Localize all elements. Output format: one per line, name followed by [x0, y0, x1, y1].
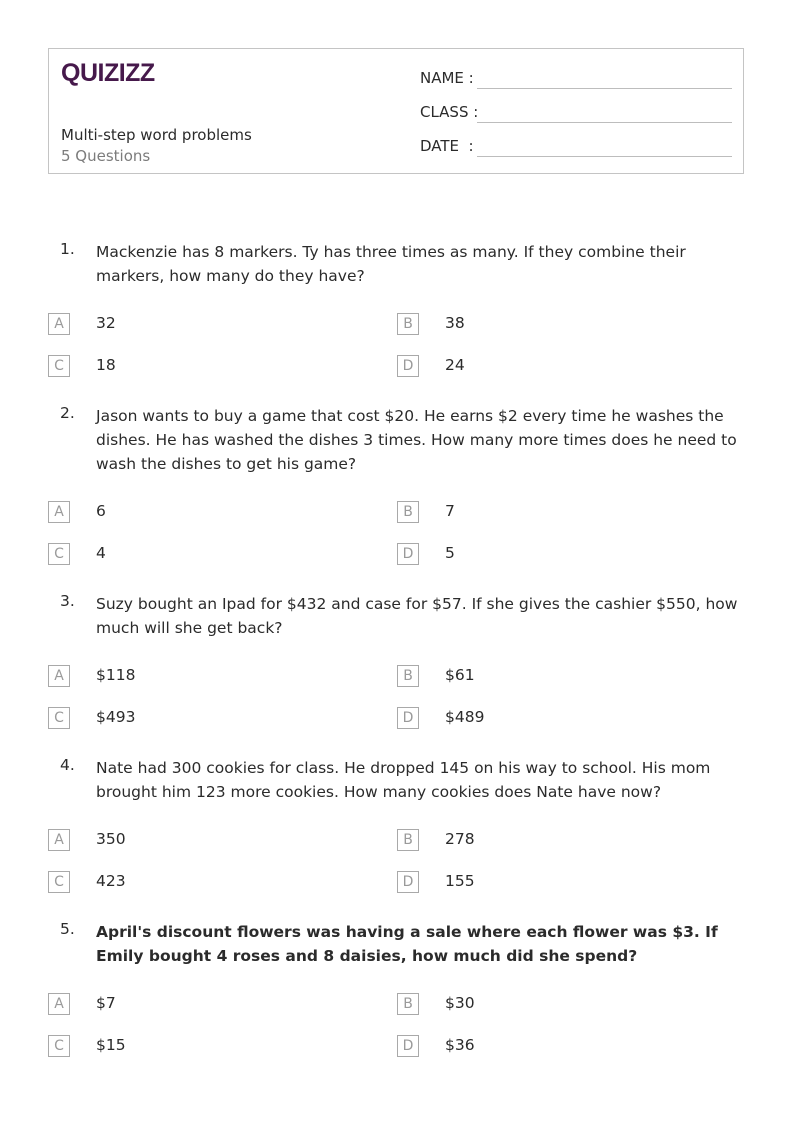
option-text: 7	[445, 502, 455, 520]
name-line	[477, 88, 732, 89]
question-number: 4.	[60, 756, 75, 774]
option-text: $30	[445, 994, 475, 1012]
question-number: 5.	[60, 920, 75, 938]
question-text: April's discount flowers was having a sale where each flower was $3. If Emily bought 4 roses and 8 daisies, how much did she spend?	[96, 923, 718, 965]
option-text: 32	[96, 314, 116, 332]
option-text: 6	[96, 502, 106, 520]
question-number: 2.	[60, 404, 75, 422]
option-letter: D	[397, 1035, 419, 1057]
option-letter: C	[48, 1035, 70, 1057]
option-text: $493	[96, 708, 136, 726]
option-letter: D	[397, 543, 419, 565]
option-text: $7	[96, 994, 116, 1012]
option-text: 155	[445, 872, 475, 890]
question-number: 3.	[60, 592, 75, 610]
option-text: 5	[445, 544, 455, 562]
option-letter: B	[397, 501, 419, 523]
worksheet-title: Multi-step word problems	[61, 126, 252, 144]
option-letter: B	[397, 313, 419, 335]
option-text: $118	[96, 666, 136, 684]
worksheet-header	[48, 48, 744, 174]
option-letter: A	[48, 829, 70, 851]
option-letter: A	[48, 501, 70, 523]
option-text: 4	[96, 544, 106, 562]
question-text: Nate had 300 cookies for class. He dropped 145 on his way to school. His mom brought him 123 more cookies. How many cookies does Nate have now?	[96, 759, 711, 801]
option-text: 423	[96, 872, 126, 890]
option-text: $489	[445, 708, 485, 726]
question-text: Suzy bought an Ipad for $432 and case for $57. If she gives the cashier $550, how much will she get back?	[96, 595, 738, 637]
option-text: 18	[96, 356, 116, 374]
option-letter: D	[397, 871, 419, 893]
option-letter: A	[48, 665, 70, 687]
quizizz-logo: QUIZIZZ	[61, 59, 155, 87]
option-text: 38	[445, 314, 465, 332]
class-line	[477, 122, 732, 123]
option-letter: A	[48, 313, 70, 335]
option-letter: D	[397, 355, 419, 377]
option-letter: B	[397, 665, 419, 687]
option-letter: C	[48, 355, 70, 377]
option-letter: A	[48, 993, 70, 1015]
question-number: 1.	[60, 240, 75, 258]
option-text: 24	[445, 356, 465, 374]
question-count: 5 Questions	[61, 147, 151, 165]
option-text: 350	[96, 830, 126, 848]
question-text: Mackenzie has 8 markers. Ty has three times as many. If they combine their markers, how many do they have?	[96, 243, 686, 285]
option-text: $36	[445, 1036, 475, 1054]
option-text: $15	[96, 1036, 126, 1054]
option-letter: D	[397, 707, 419, 729]
name-label: NAME :	[420, 69, 474, 87]
option-text: $61	[445, 666, 475, 684]
date-label: DATE :	[420, 137, 474, 155]
option-letter: C	[48, 871, 70, 893]
option-letter: B	[397, 993, 419, 1015]
class-label: CLASS :	[420, 103, 479, 121]
question-text: Jason wants to buy a game that cost $20. He earns $2 every time he washes the dishes. He has washed the dishes 3 times. How many more times does he need to wash the dishes to get his game?	[96, 407, 737, 473]
date-line	[477, 156, 732, 157]
option-letter: C	[48, 707, 70, 729]
option-letter: B	[397, 829, 419, 851]
option-letter: C	[48, 543, 70, 565]
option-text: 278	[445, 830, 475, 848]
